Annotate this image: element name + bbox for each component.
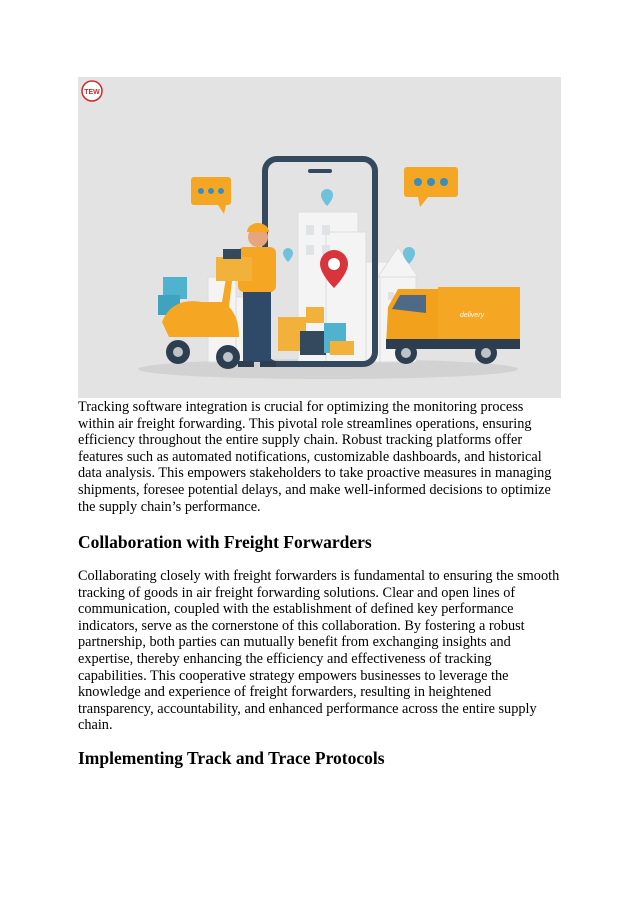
- logo-text: TEW: [84, 89, 100, 96]
- section-heading: Implementing Track and Trace Protocols: [78, 748, 385, 768]
- section-heading: Collaboration with Freight Forwarders: [78, 532, 372, 552]
- intro-paragraph: Tracking software integration is crucial for optimizing the monitoring process within air freight forwarding. This pivotal role streamlines operations, ensuring efficiency throughout the entire supply chain. Robust tracking platforms offer features such as automated notifications, customizable dashboards, and historical data analysis. This empowers stakeholders to take proactive measures in managing shipments, foresee potential delays, and make well-informed decisions to optimize the supply chain’s performance.: [78, 399, 552, 515]
- tew-logo: [82, 81, 102, 101]
- section-paragraph: Collaborating closely with freight forwarders is fundamental to ensuring the smooth tracking of goods in air freight forwarding solutions. Clear and open lines of communication, coupled with the establishment of defined key performance indicators, serve as the cornerstone of this collaboration. By fostering a robust partnership, both parties can mutually benefit from exchanging insights and expertise, thereby enhancing the efficiency and effectiveness of tracking capabilities. This cooperative strategy empowers businesses to leverage the knowledge and experience of freight forwarders, resulting in heightened transparency, accountability, and enhanced performance across the entire supply chain.: [78, 568, 560, 734]
- hero-illustration: [78, 77, 561, 398]
- delivery-tracking-illustration: [78, 77, 561, 398]
- truck-text: delivery: [460, 312, 485, 319]
